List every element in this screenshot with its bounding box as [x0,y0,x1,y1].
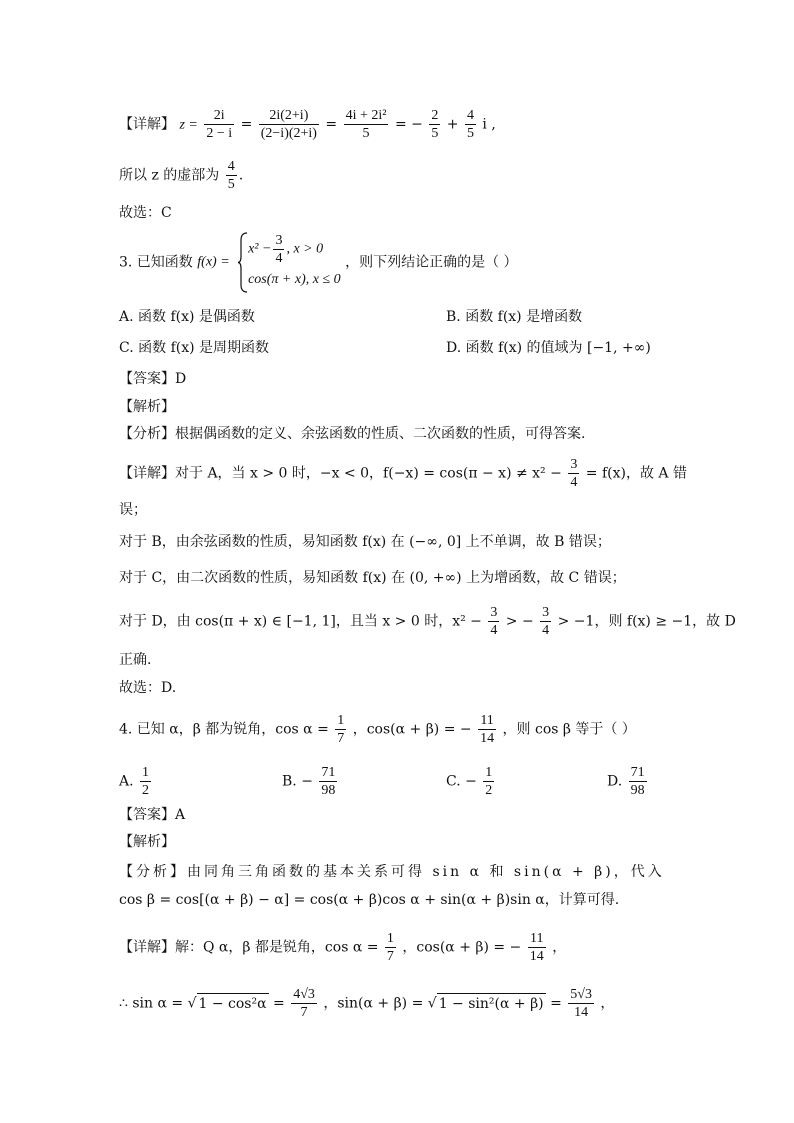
q3-option-a: A. 函数 f(x) 是偶函数 [119,309,255,325]
q4-option-b: B. − $\frac{71}{98}$ [282,765,336,798]
q4-option-c: C. − $\frac{1}{2}$ [446,765,493,798]
q3-analysis-heading: 【解析】 [119,399,175,415]
q4-analysis-heading: 【解析】 [119,834,175,850]
fraction: $\frac{4}{5}$ [227,159,235,192]
q3-detail-a-cont: 误； [119,502,147,518]
q3-detail-d-cont: 正确. [119,652,152,668]
fraction: $\frac{4}{5}$ [466,108,474,141]
q4-answer: 【答案】A [119,807,186,823]
piecewise-function: x² − $\frac{3}{4}$ , x > 0 cos(π + x), x ≤ 0 [238,232,341,293]
q3-answer: 【答案】D [119,371,187,387]
q3-option-b: B. 函数 f(x) 是增函数 [446,309,583,325]
q3-fenxi: 【分析】根据偶函数的定义、余弦函数的性质、二次函数的性质，可得答案. [119,426,586,442]
q3-choose: 故选：D. [119,680,177,696]
detail-label: 【详解】 [119,116,175,133]
q2-detail-line: 【详解】 z = $\frac{2i}{2 - i}$ = $\frac{2i(2+i)}{(2-i)(2+i)}$ = $\frac{\text{4i + 2i²}}{5}$ = − $\frac{2}{5}$ + $\frac{4}{5}$ i , [119,108,496,141]
q4-fenxi-1: 【分析】由同角三角函数的基本关系可得 sin α 和 sin(α + β)，代入 [119,864,665,880]
q3-detail-c: 对于 C，由二次函数的性质，易知函数 f(x) 在 (0, +∞) 上为增函数，故 C 错误； [119,570,626,586]
brace-icon [238,232,248,293]
q3-detail-b: 对于 B，由余弦函数的性质，易知函数 f(x) 在 (−∞, 0] 上不单调，故 B 错误； [119,534,611,550]
q3-detail-a: 【详解】对于 A，当 x > 0 时，−x < 0，f(−x) = cos(π − x) ≠ x² − $\frac{3}{4}$ = f(x)，故 A 错 [119,457,687,490]
q3-detail-d: 对于 D，由 cos(π + x) ∈ [−1, 1]，且当 x > 0 时，x² − $\frac{3}{4}$ > − $\frac{3}{4}$ > −1，则 f(x) ≥ −1，故 D [119,605,736,638]
q3-option-c: C. 函数 f(x) 是周期函数 [119,340,270,356]
q4-option-a: A. $\frac{1}{2}$ [119,765,150,798]
fraction: $\frac{2i}{2 - i}$ [206,108,233,141]
q3-option-d: D. 函数 f(x) 的值域为 [−1, +∞) [446,340,651,356]
q4-fenxi-2: cos β = cos[(α + β) − α] = cos(α + β)cos α + sin(α + β)sin α，计算可得. [119,892,620,908]
fraction: $\frac{\text{4i + 2i²}}{5}$ [345,108,387,141]
q4-detail-2: ∴ sin α = √ 1 − cos²α = $\frac{4√3}{7}$ ，sin(α + β) = √ 1 − sin²(α + β) = $\frac{5√3}{14}$ ， [119,987,615,1020]
q3-stem: 3. 已知函数 f(x) = x² − $\frac{3}{4}$ , x > 0 cos(π + x), x ≤ 0 ，则下列结论正确的是（ ） [119,232,518,293]
q4-detail-1: 【详解】解：Q α，β 都是锐角，cos α = $\frac{1}{7}$ ，cos(α + β) = − $\frac{11}{14}$ ， [119,931,567,964]
q4-stem: 4. 已知 α，β 都为锐角，cos α = $\frac{1}{7}$ ，cos(α + β) = − $\frac{11}{14}$ ，则 cos β 等于（ ） [119,713,636,746]
fraction: $\frac{2i(2+i)}{(2-i)(2+i)}$ [260,108,317,141]
z-symbol: z = [179,117,198,133]
choose-line: 故选：C [119,205,172,221]
q4-option-d: D. $\frac{71}{98}$ [607,765,645,798]
fraction: $\frac{2}{5}$ [431,108,439,141]
imag-part-line: 所以 z 的虚部为 $\frac{4}{5}$ . [119,159,244,192]
